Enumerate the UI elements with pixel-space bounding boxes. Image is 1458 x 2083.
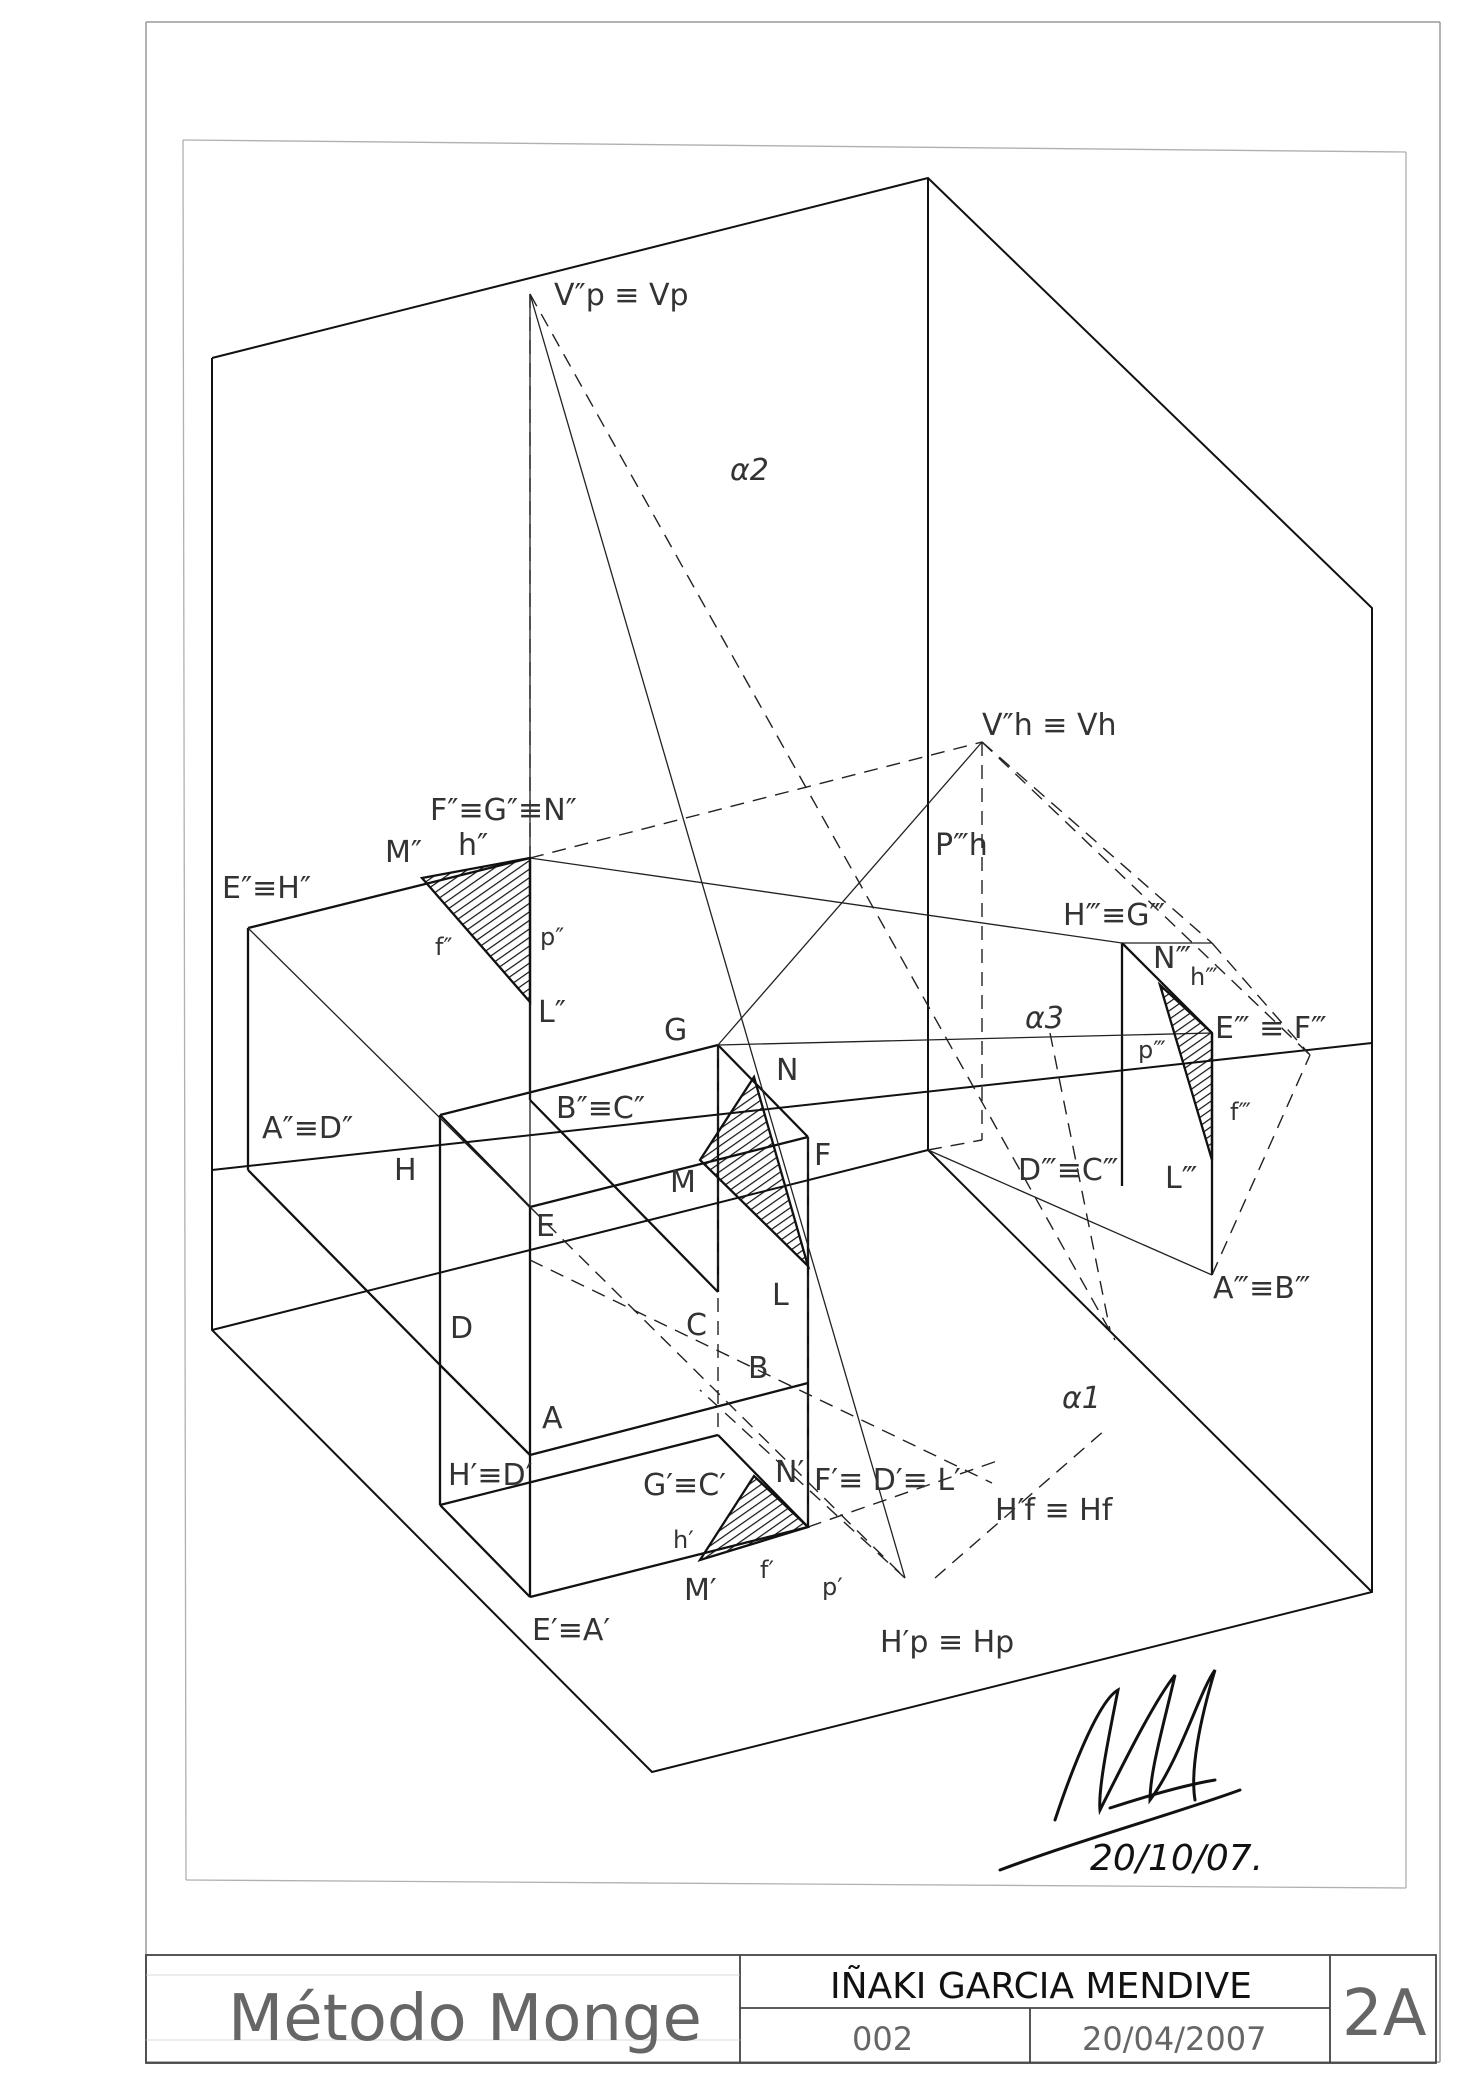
label-h1: h′ — [673, 1526, 694, 1554]
label-e: E — [536, 1209, 555, 1244]
label-p3: p‴ — [1138, 1036, 1166, 1064]
label-l3: L‴ — [1165, 1161, 1198, 1196]
label-eh2: E″≡H″ — [222, 871, 312, 906]
label-c: C — [686, 1308, 707, 1343]
label-dc3: D‴≡C‴ — [1018, 1153, 1119, 1188]
label-m: M — [670, 1165, 696, 1200]
point-labels — [222, 278, 1327, 1660]
sheet-number: 002 — [852, 2020, 914, 2058]
label-f1: f′ — [760, 1556, 774, 1584]
label-m1: M′ — [684, 1573, 717, 1608]
section-triangle-isometric — [700, 1077, 808, 1266]
label-ef3: E‴ ≡ F‴ — [1215, 1011, 1327, 1046]
label-hd1: H′≡D′ — [448, 1458, 533, 1493]
section-triangle-front-view — [422, 858, 530, 1002]
label-fdl1: F′≡ D′≡ L′ — [814, 1463, 961, 1498]
drawing-date: 20/04/2007 — [1082, 2020, 1267, 2058]
label-h2: h″ — [458, 828, 489, 863]
signature-date: 20/10/07. — [1090, 1838, 1264, 1879]
label-l2: L″ — [538, 995, 566, 1030]
label-ad2: A″≡D″ — [262, 1111, 354, 1146]
label-hg3: H‴≡G‴ — [1063, 898, 1166, 933]
label-fgn2: F″≡G″≡N″ — [430, 793, 577, 828]
label-p1: p′ — [822, 1573, 843, 1601]
author-name: IÑAKI GARCIA MENDIVE — [830, 1966, 1252, 2007]
label-n1: N′ — [775, 1455, 805, 1490]
label-alpha3: α3 — [1025, 1001, 1064, 1036]
label-n3: N‴ — [1153, 941, 1192, 976]
label-h3: h‴ — [1190, 963, 1218, 991]
label-l: L — [772, 1278, 789, 1313]
label-p2: p″ — [540, 923, 565, 951]
section-triangle-side-view — [1160, 985, 1212, 1160]
label-f3: f‴ — [1230, 1098, 1251, 1126]
label-hp: H′p ≡ Hp — [880, 1625, 1015, 1660]
label-ab3: A‴≡B‴ — [1213, 1271, 1311, 1306]
course-code: 2A — [1342, 1977, 1427, 2051]
label-hf: H′f ≡ Hf — [995, 1493, 1113, 1528]
label-alpha1: α1 — [1062, 1381, 1101, 1416]
label-ea1: E′≡A′ — [532, 1613, 611, 1648]
label-g: G — [664, 1013, 688, 1048]
dashed-lines — [530, 294, 1310, 1578]
label-vp: V″p ≡ Vp — [554, 278, 689, 313]
prism — [248, 858, 1212, 1597]
label-m2: M″ — [385, 835, 423, 870]
label-alpha2: α2 — [730, 453, 769, 488]
label-h: H — [394, 1153, 417, 1188]
label-f2: f″ — [435, 933, 453, 961]
label-gc1: G′≡C′ — [643, 1468, 726, 1503]
label-vh: V″h ≡ Vh — [982, 708, 1117, 743]
drawing-title: Método Monge — [228, 1982, 702, 2056]
label-n: N — [776, 1053, 799, 1088]
label-b: B — [748, 1351, 769, 1386]
label-a: A — [542, 1401, 563, 1436]
label-ph3: P‴h — [935, 828, 988, 863]
label-f: F — [814, 1138, 832, 1173]
label-d: D — [450, 1311, 474, 1346]
label-bc2: B″≡C″ — [556, 1091, 646, 1126]
